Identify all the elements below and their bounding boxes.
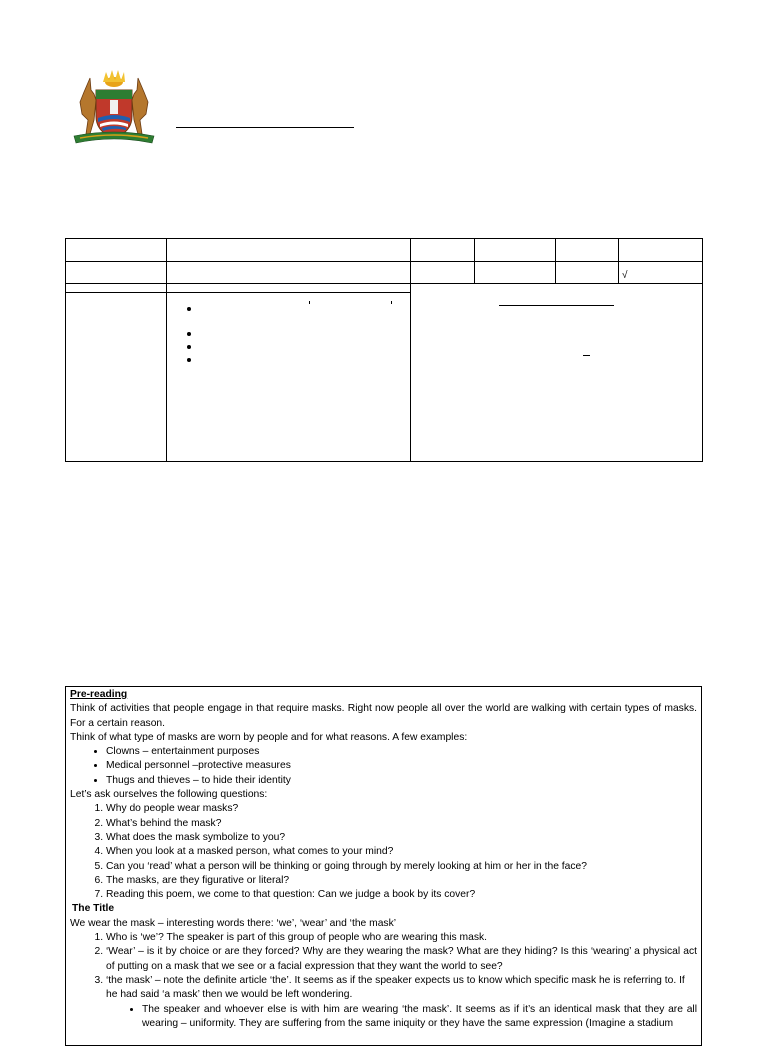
bullet-dot [187,345,193,351]
table-cell [66,293,167,462]
intro-paragraph: Think of activities that people engage in that require masks. Right now people all over the world are walking with certain types of masks. For a certain reason. [70,703,697,729]
faint-mark [391,301,392,304]
cell-dash [583,355,590,356]
list-item: 3. What does the mask symbolize to you? [106,831,697,845]
table-cell [66,284,167,293]
bullet-dot [187,332,193,338]
list-item: 6. The masks, are they figurative or literal? [106,874,697,888]
table-cell [556,239,619,262]
table-cell [167,293,411,462]
list-item: 7. Reading this poem, we come to that question: Can we judge a book by its cover? [106,888,697,902]
list-item: • The speaker and whoever else is with him are wearing ‘the mask’. It seems as if it’s an identical mask that they are all wearing – uniformity. They are suffering from the same iniquity or they have the same expression (Imagine a stadium [142,1003,697,1032]
table-cell [411,262,475,284]
table-cell [167,262,411,284]
title-points-list [70,931,697,1031]
examples-intro: Think of what type of masks are worn by people and for what reasons. A few examples: [70,731,468,743]
list-item: • Clowns – entertainment purposes [106,745,697,759]
pre-reading-heading: Pre-reading [70,689,128,700]
title-underline [176,127,354,128]
questions-list [70,802,697,902]
cell-underline [499,305,614,306]
list-item: 1. Who is ‘we’? The speaker is part of this group of people who are wearing this mask. [106,931,697,945]
table-cell [167,284,411,293]
check-mark: √ [622,270,628,281]
table-cell [411,239,475,262]
crest-right-antelope-icon [132,78,148,134]
table-cell [475,239,556,262]
list-item: 2. ‘Wear’ – is it by choice or are they forced? Why are they wearing the mask? What are they hiding? Is this ‘wearing’ a physical act of putting on a mask that we see or a facial expression that they want the world to see? [106,945,697,974]
title-intro: We wear the mask – interesting words there: ‘we’, ‘wear’ and ‘the mask’ [70,917,397,929]
crest-left-antelope-icon [80,78,96,134]
table-cell [167,239,411,262]
table-cell [66,262,167,284]
table-cell [475,262,556,284]
examples-list [70,745,697,788]
sub-points-list [106,1003,697,1032]
list-item: • Medical personnel –protective measures [106,759,697,773]
table-row [66,262,703,284]
lesson-info-table [65,238,703,462]
list-item: 4. When you look at a masked person, what comes to your mind? [106,845,697,859]
bullet-dot [187,307,193,313]
table-cell [556,262,619,284]
table-row [66,284,703,293]
crest-sun-icon [103,70,125,87]
table-cell [66,239,167,262]
table-cell [619,239,703,262]
list-item-text: ‘the mask’ – note the definite article ‘the’. It seems as if the speaker expects us to know which specific mask he is referring to. If he had said ‘a mask’ then we would be left wondering. [106,974,685,1001]
list-item: • Thugs and thieves – to hide their identity [106,774,697,788]
list-item: 1. Why do people wear masks? [106,802,697,816]
lesson-content-box [65,686,702,1046]
list-item [106,974,697,1031]
faint-mark [309,301,310,304]
table-cell [619,262,703,284]
list-item: 5. Can you ‘read’ what a person will be thinking or going through by merely looking at him or her in the face? [106,860,697,874]
table-row [66,239,703,262]
table-cell-merged [411,284,703,462]
title-heading: The Title [72,903,115,915]
questions-intro: Let’s ask ourselves the following questions: [70,789,268,801]
list-item: 2. What’s behind the mask? [106,817,697,831]
coat-of-arms-logo [70,70,158,146]
bullet-dot [187,358,193,364]
